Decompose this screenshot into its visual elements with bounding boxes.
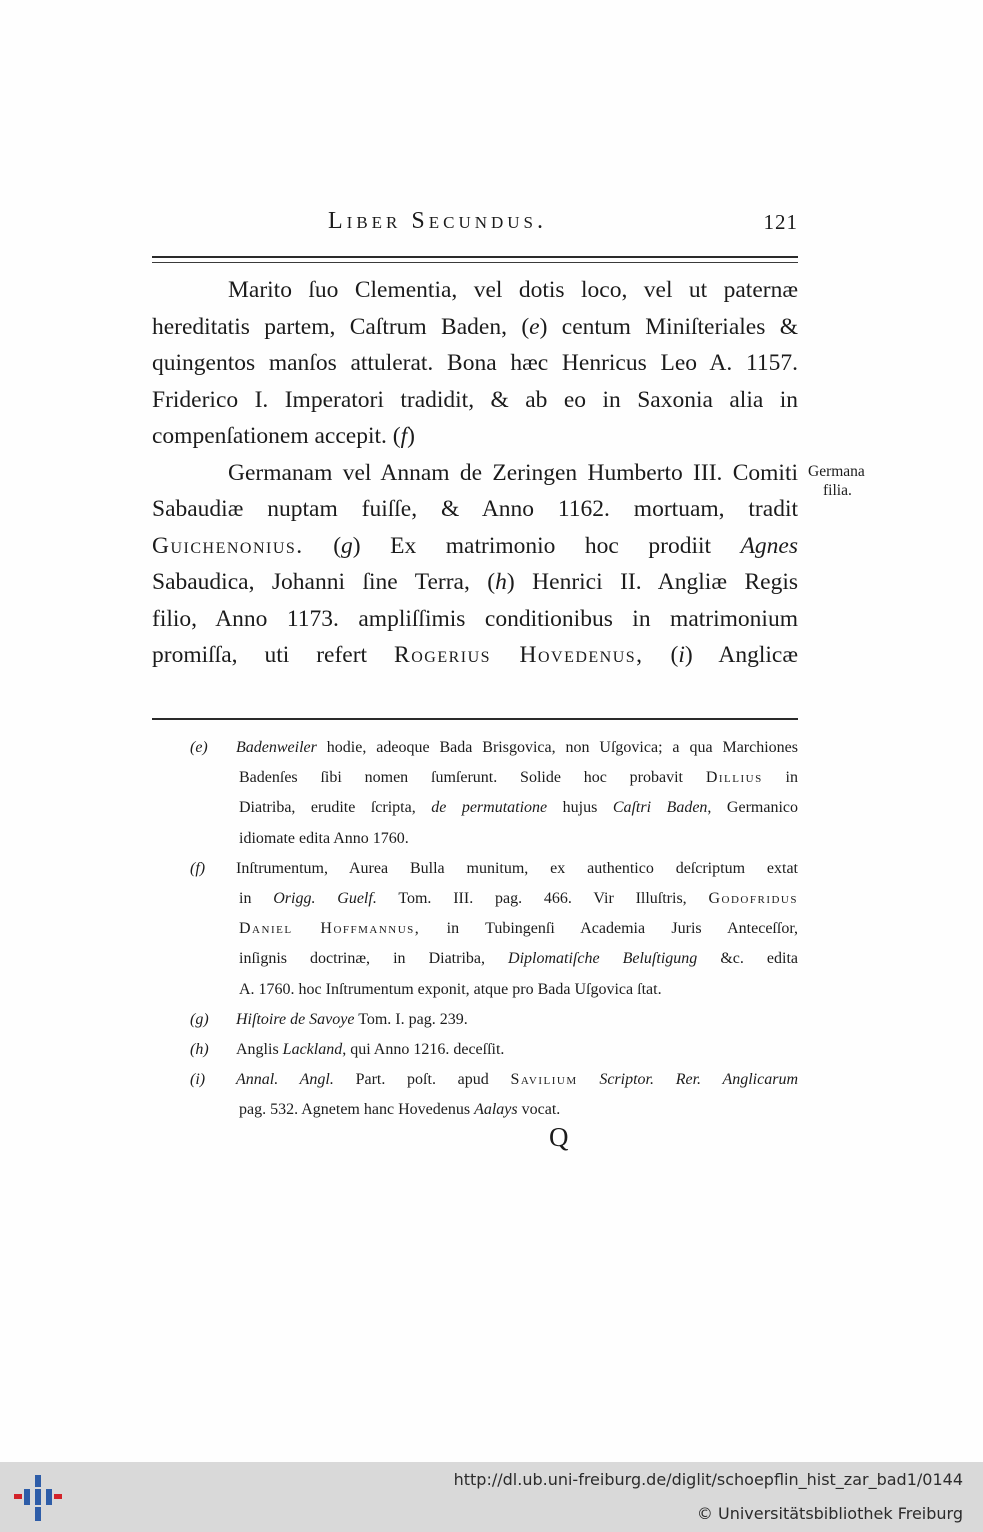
page-number: 121	[763, 210, 798, 234]
text-run: ) Henrici II. Angliæ Regis	[506, 569, 798, 595]
italic-text: Hiſtoire de Savoye	[236, 1010, 355, 1028]
footnote-line	[190, 1005, 798, 1035]
text-run: pag. 532. Agnetem hanc Hovedenus	[239, 1101, 475, 1119]
text-run: Sabaudica, Johanni ſine Terra, (	[152, 569, 496, 595]
italic-text: Badenweiler	[236, 739, 317, 756]
text-run: compenſationem accepit. (	[152, 423, 401, 449]
text-run: , qui Anno 1216. deceſſit.	[342, 1040, 505, 1058]
text-run: Friderico I. Imperatori tradidit, & ab eo in Saxonia alia in	[152, 386, 798, 413]
footnote-marker: (e)	[190, 739, 208, 756]
header-rule-thin	[152, 262, 798, 263]
text-line	[152, 345, 798, 382]
text-run: in Tubingenſi Academia Juris Anteceſſor,	[420, 920, 799, 938]
text-run: hodie, adeoque Bada Brisgovica, non Uſgovica; a qua Marchiones	[316, 739, 798, 756]
margin-note	[808, 462, 898, 500]
text-run: ) centum Miniſteriales &	[539, 313, 798, 340]
text-run: ) Ex matrimonio hoc prodiit	[352, 532, 741, 559]
italic-text: f	[400, 423, 408, 449]
italic-text: h	[495, 569, 507, 595]
text-run: Inſtrumentum, Aurea Bulla munitum, ex authentico deſcriptum extat	[236, 859, 798, 877]
footnote-line	[190, 733, 798, 763]
text-run: inſignis doctrinæ, in Diatriba,	[239, 950, 509, 968]
italic-text: Diplomatiſche Beluſtigung	[508, 950, 698, 968]
text-run: (	[643, 642, 679, 668]
footnote-line	[190, 914, 798, 944]
text-run: (	[303, 532, 342, 559]
running-title: Liber Secundus.	[328, 208, 548, 234]
small-caps-name: Godofridus	[708, 889, 798, 907]
text-line	[152, 601, 798, 638]
footnote-marker: (f)	[190, 859, 206, 877]
footnote-line	[190, 1065, 798, 1095]
text-run: Tom. III. pag. 466. Vir Illuſtris,	[376, 889, 709, 907]
text-run: Germanam vel Annam de Zeringen Humberto III. Comiti	[228, 459, 798, 486]
footnote-line	[190, 1095, 798, 1125]
italic-text: Scriptor. Rer. Anglicarum	[599, 1071, 799, 1089]
italic-text: Lackland	[282, 1040, 343, 1058]
text-line	[152, 309, 798, 346]
signature-mark: Q	[549, 1122, 569, 1152]
text-run: Anglis	[236, 1040, 283, 1058]
text-run: Part. poſt. apud	[333, 1071, 511, 1089]
text-line	[152, 272, 798, 309]
footnote-line	[190, 944, 798, 974]
italic-text: e	[529, 313, 540, 340]
text-run: in	[762, 769, 798, 787]
text-run: vocat.	[517, 1101, 561, 1119]
small-caps-name: Savilium	[510, 1071, 578, 1089]
text-run: idiomate edita Anno 1760.	[239, 829, 409, 847]
margin-note-line: Germana	[808, 463, 865, 480]
text-line	[152, 455, 798, 492]
text-run: quingentos manſos attulerat. Bona hæc Henricus Leo A. 1157.	[152, 350, 798, 376]
text-line	[152, 418, 798, 455]
small-caps-name: Dillius	[705, 769, 763, 787]
text-run: )	[407, 423, 415, 449]
running-head	[152, 206, 798, 240]
italic-text: g	[341, 532, 353, 559]
text-line	[152, 528, 798, 565]
italic-text: i	[678, 642, 685, 668]
text-run: A. 1760. hoc Inſtrumentum exponit, atque pro Bada Uſgovica ſtat.	[239, 980, 662, 998]
text-run: hujus	[547, 799, 613, 817]
small-caps-name: Guichenonius.	[152, 532, 304, 559]
text-line	[152, 564, 798, 601]
copyright-notice: © Universitätsbibliothek Freiburg	[696, 1504, 963, 1523]
footnote-line	[190, 763, 798, 793]
text-run: promiſſa, uti refert	[152, 642, 395, 668]
small-caps-name: Rogerius Hovedenus,	[394, 642, 644, 668]
text-run	[578, 1071, 600, 1088]
text-run: Marito ſuo Clementia, vel dotis loco, vel ut paternæ	[228, 277, 798, 303]
small-caps-name: Daniel Hoffmannus,	[239, 920, 421, 938]
footnote-line	[190, 1035, 798, 1065]
footnote-line	[190, 824, 798, 854]
body-text	[152, 272, 798, 674]
italic-text: Agnes	[740, 532, 799, 559]
italic-text: Annal. Angl.	[236, 1071, 334, 1089]
text-line	[152, 491, 798, 528]
header-rule	[152, 256, 798, 258]
text-run: ) Anglicæ	[684, 642, 798, 668]
margin-note-line: filia.	[823, 482, 852, 499]
footnote-marker: (g)	[190, 1010, 209, 1028]
text-run: Diatriba, erudite ſcripta,	[239, 799, 432, 817]
text-run: Badenſes ſibi nomen ſumſerunt. Solide hoc probavit	[239, 769, 706, 787]
italic-text: Caſtri Baden	[612, 799, 708, 817]
text-run: &c. edita	[697, 950, 799, 968]
text-line	[152, 382, 798, 419]
footnote-line	[190, 975, 798, 1005]
text-run: filio, Anno 1173. ampliſſimis conditionibus in matrimonium	[152, 605, 798, 632]
italic-text: Origg. Guelf.	[273, 889, 377, 907]
ub-freiburg-logo-icon	[14, 1474, 62, 1522]
footnote-line	[190, 884, 798, 914]
footnote-line	[190, 854, 798, 884]
footnote-marker: (h)	[190, 1040, 209, 1058]
text-run: in	[239, 889, 274, 907]
text-run: Tom. I. pag. 239.	[354, 1010, 468, 1028]
text-line	[152, 637, 798, 674]
italic-text: Aalays	[474, 1101, 518, 1119]
text-run: , Germanico	[707, 799, 798, 817]
footnote-marker: (i)	[190, 1071, 206, 1089]
source-url[interactable]: http://dl.ub.uni-freiburg.de/diglit/schoepflin_hist_zar_bad1/0144	[453, 1470, 963, 1489]
footnotes	[190, 733, 798, 1125]
text-run: hereditatis partem, Caſtrum Baden, (	[152, 313, 530, 340]
footnote-line	[190, 793, 798, 823]
footnote-rule	[152, 718, 798, 720]
italic-text: de permutatione	[431, 799, 548, 817]
text-run: Sabaudiæ nuptam fuiſſe, & Anno 1162. mortuam, tradit	[152, 496, 798, 522]
